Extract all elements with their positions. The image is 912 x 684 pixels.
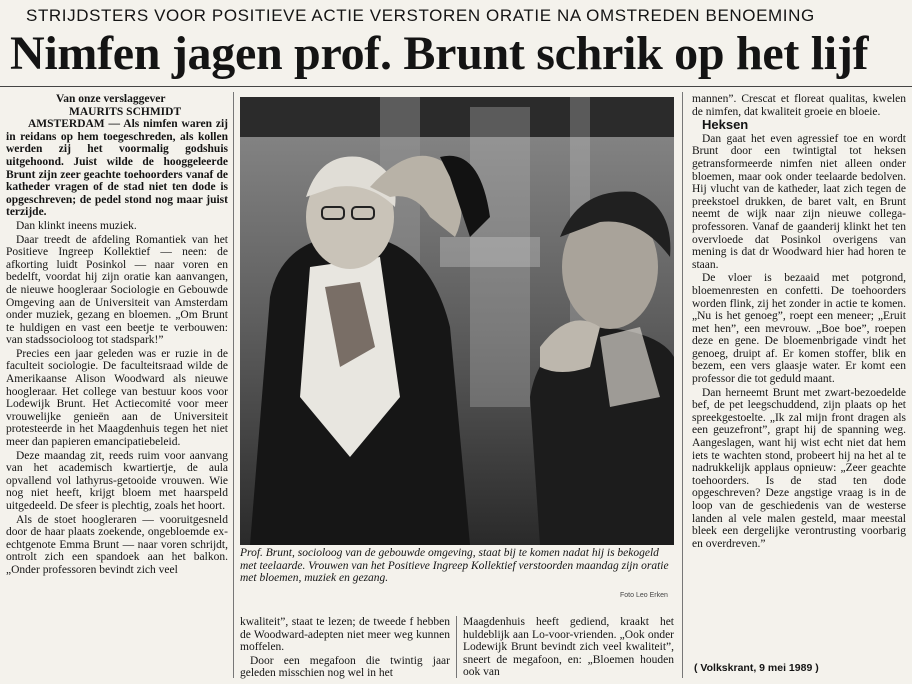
paragraph: Dan klinkt ineens muziek. xyxy=(16,219,137,232)
photo-caption: Prof. Brunt, socioloog van de gebouwde omgeving, staat bij te komen nadat hij is bekogeld met teelaarde. Vrouwen van het Positieve Ingreep Kollektief verstoorden maandag zijn oratie met bloemen, muziek en gezang. xyxy=(240,547,669,585)
paragraph: kwaliteit”, staat te lezen; de tweede f hebben de Woodward-adepten niet meer weg kunnen moffelen. xyxy=(240,616,450,654)
paragraph: Als de stoet hoogleraren — vooruitgesneld door de haar plaats zoekende, ongebloemde ex-echtgenote Emma Brunt — naar voren schrijdt, ontrolt zich een spandoek aan het balkon. „Onder professoren bevindt zich veel xyxy=(6,513,228,576)
paragraph: Deze maandag zit, reeds ruim voor aanvang van het academisch kwartiertje, de aula opvallend vol lathyrus-getooide vrouwen. Wie nog niet heeft, krijgt bloem met haarspeld uitgedeeld. De sfeer is plechtig, zoals het hoort. xyxy=(6,449,228,512)
paragraph: Daar treedt de afdeling Romantiek van het Positieve Ingreep Kollektief — neen: de afkorting luidt Posinkol — naar voren en bedelft, voordat hij zijn oratie kan aanvangen, de nieuwe hoogleraar Sociologie en Gebouwde Omgeving aan de Universiteit van Amsterdam onder muziek, gezang en bloemen. „Om Brunt te huldigen en vast een beetje te verbouwen: van stadssocioloog tot stadspark!” xyxy=(6,233,228,347)
paragraph: Maagdenhuis heeft gediend, kraakt het huldeblijk aan Lo-voor-vrienden. „Ook onder Lodewijk Brunt bevindt zich veel kwaliteit”, sneert de megafoon, en: „Bloemen houden ook van xyxy=(463,616,674,679)
header-rule xyxy=(0,86,912,87)
column-3 xyxy=(463,616,674,680)
column-divider xyxy=(233,92,234,678)
lead-paragraph: AMSTERDAM — Als nimfen waren zij in reidans op hem toegeschreden, als kollen werden zij het voormalig godshuis uitgehoond. Juist wilde de hooggeleerde Brunt zijn zeer geachte toehoorders vanaf de katheder vragen of de stad niet ten dode is opgeschreven; de pedel stond nog maar juist terzijde. xyxy=(6,118,228,219)
subhead: Heksen xyxy=(702,117,749,133)
byline-line-2: MAURITS SCHMIDT xyxy=(69,105,182,118)
paragraph: Door een megafoon die twintig jaar geleden misschien nog wel in het xyxy=(240,654,450,680)
column-4 xyxy=(692,93,906,551)
column-2 xyxy=(240,616,450,681)
column-1 xyxy=(6,93,228,578)
headline: Nimfen jagen prof. Brunt schrik op het lijf xyxy=(10,27,869,80)
source-citation: ( Volkskrant, 9 mei 1989 ) xyxy=(694,662,819,674)
paragraph: Dan herneemt Brunt met zwart-bezoedelde bef, de pet leegschuddend, zijn plaats op het spreekgestoelte. „Ik zal mijn front dragen als een geuzefront”, grapt hij de spanning weg. Aangeslagen, want hij wist echt niet dat hem iets te wachten stond, probeert hij na het al te nadrukkelijk applaus opnieuw: „Zeer geachte toehoorders. Is de stad ten dode opgeschreven? Deze angstige vraag is in de loop van de geschiedenis van de westerse landen al vele malen gesteld, maar meestal bleek een dergelijke verontrusting voorbarig en overdreven.” xyxy=(692,386,906,550)
paragraph: Precies een jaar geleden was er ruzie in de faculteit sociologie. De faculteitsraad wilde de Amerikaanse Alison Woodward als nieuwe hoogleraar. Het college van bestuur koos voor Lodewijk Brunt. Het Actiecomité voor meer vrouwelijke genieën aan de Universiteit protesteerde in het Maagdenhuis tegen het niet meer dan papieren emancipatiebeleid. xyxy=(6,347,228,449)
article-photo xyxy=(240,97,674,545)
column-divider xyxy=(682,92,683,678)
paragraph: De vloer is bezaaid met potgrond, bloemenresten en confetti. De toehoorders worden flink, zij het zonder in actie te komen. „Nu is het genoeg”, roept een meneer; „Eruit met hen”, een mevrouw. „Boe boe”, roepen deze en gene. De bloemenbrigade vindt het genoeg, druipt af. Er komen stoffer, blik en bezem, een vers glaasje water. Er komt een professor die tot geduld maant. xyxy=(692,272,906,386)
byline-line-1: Van onze verslaggever xyxy=(56,93,166,105)
paragraph: mannen”. Crescat et floreat qualitas, kwelen de nimfen, dat kwaliteit groeie en bloeie. xyxy=(692,93,906,118)
kicker-line: STRIJDSTERS VOOR POSITIEVE ACTIE VERSTOREN ORATIE NA OMSTREDEN BENOEMING xyxy=(26,6,815,25)
photo-credit: Foto Leo Erken xyxy=(620,592,668,599)
paragraph: Dan gaat het even agressief toe en wordt Brunt door een twintigtal tot heksen getransformeerde nimfen niet alleen onder bloemen, maar ook onder teelaarde bedolven. Hij vlucht van de katheder, laat zich tegen de preekstoel drukken, de baret valt, en Brunt neemt de wijk naar zijn nieuwe collega-professoren. Vanaf de gaanderij klinkt het ten overvloede dat Posinkol overigens van mening is dat dr Woodward hier had horen te staan. xyxy=(692,132,906,271)
photo-illustration xyxy=(240,97,674,545)
column-divider xyxy=(456,616,457,678)
